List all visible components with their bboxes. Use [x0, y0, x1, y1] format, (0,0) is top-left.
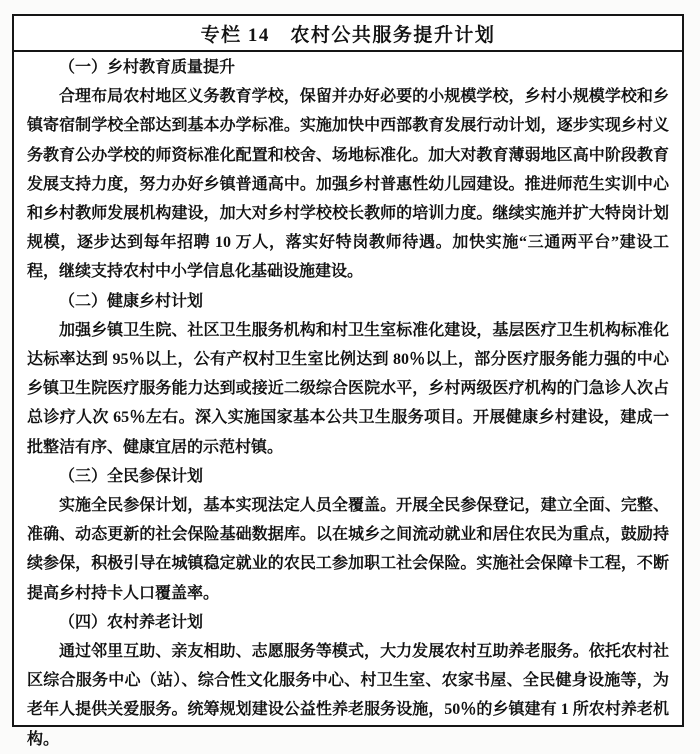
- panel-body: [14, 52, 682, 754]
- section-3-paragraph: 实施全民参保计划，基本实现法定人员全覆盖。开展全民参保登记，建立全面、完整、准确、动态更新的社会保险基础数据库。以在城乡之间流动就业和居住农民为重点，鼓励持续参保，积极引导在城镇稳定就业的农民工参加职工社会保险。实施社会保障卡工程，不断提高乡村持卡人口覆盖率。: [27, 497, 669, 602]
- section-2-paragraph: 加强乡镇卫生院、社区卫生服务机构和村卫生室标准化建设，基层医疗卫生机构标准化达标率达到 95％以上，公有产权村卫生室比例达到 80％以上，部分医疗服务能力强的中心乡镇卫生院医疗服务能力达到或接近二级综合医院水平，乡村两级医疗机构的门急诊人次占总诊疗人次 65％左右。深入实施国家基本公共卫生服务项目。开展健康乡村建设，建成一批整洁有序、健康宜居的示范村镇。: [27, 321, 669, 456]
- section-4-paragraph: 通过邻里互助、亲友相助、志愿服务等模式，大力发展农村互助养老服务。依托农村社区综合服务中心（站）、综合性文化服务中心、村卫生室、农家书屋、全民健身设施等，为老年人提供关爱服务。统筹规划建设公益性养老服务设施，50％的乡镇建有 1 所农村养老机构。: [27, 643, 669, 748]
- section-universal-insurance: [27, 462, 669, 608]
- column-panel: [12, 14, 684, 748]
- section-rural-elderly-care: [27, 608, 669, 754]
- section-rural-education: [27, 53, 669, 287]
- section-1-paragraph: 合理布局农村地区义务教育学校，保留并办好必要的小规模学校，乡村小规模学校和乡镇寄宿制学校全部达到基本办学标准。实施加快中西部教育发展行动计划，逐步实现乡村义务教育公办学校的师资标准化配置和校舍、场地标准化。加大对教育薄弱地区高中阶段教育发展支持力度，努力办好乡镇普通高中。加强乡村普惠性幼儿园建设。推进师范生实训中心和乡村教师发展机构建设，加大对乡村学校校长教师的培训力度。继续实施并扩大特岗计划规模，逐步达到每年招聘 10 万人，落实好特岗教师待遇。加快实施“三通两平台”建设工程，继续支持农村中小学信息化基础设施建设。: [27, 88, 669, 281]
- section-2-heading: （二）健康乡村计划: [59, 292, 204, 310]
- section-healthy-village: [27, 287, 669, 462]
- section-1-heading: （一）乡村教育质量提升: [59, 59, 236, 76]
- section-4-heading: （四）农村养老计划: [59, 613, 204, 631]
- panel-header: [14, 16, 682, 52]
- panel-title: 专栏 14 农村公共服务提升计划: [200, 24, 496, 46]
- section-3-heading: （三）全民参保计划: [59, 467, 204, 485]
